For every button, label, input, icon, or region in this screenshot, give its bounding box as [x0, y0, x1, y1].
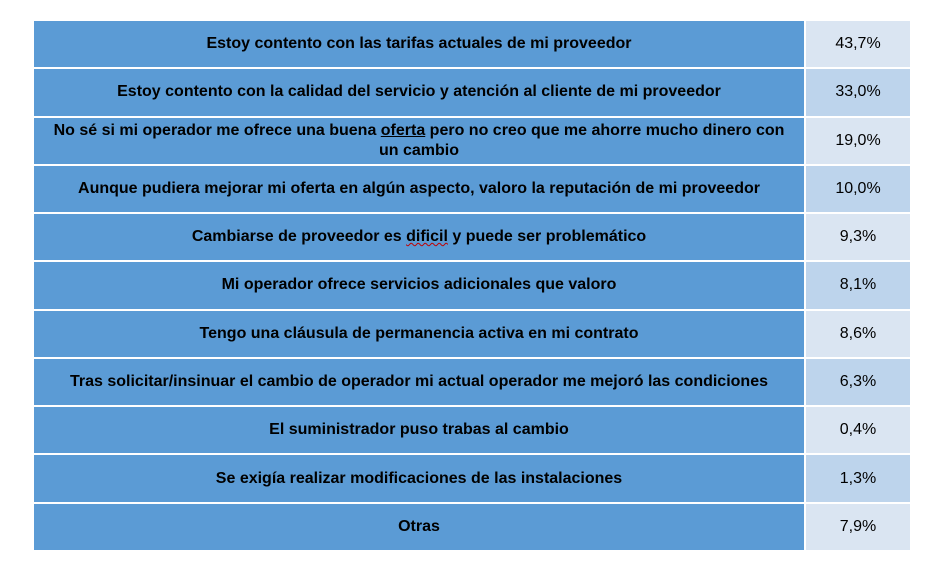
reason-label-part: pero no creo que me ahorre mucho dinero con un cambio — [378, 121, 785, 159]
reason-percentage: 33,0% — [804, 68, 910, 116]
reason-label — [34, 213, 804, 261]
spellcheck-marked-word: dificil — [406, 228, 448, 246]
reason-label: El suministrador puso trabas al cambio — [34, 406, 804, 454]
reason-percentage: 8,6% — [804, 310, 910, 358]
reason-percentage: 0,4% — [804, 406, 910, 454]
reason-percentage: 6,3% — [804, 358, 910, 406]
reason-label-part: Cambiarse de proveedor es — [191, 228, 407, 246]
reasons-table — [34, 20, 910, 551]
underlined-word: oferta — [380, 121, 426, 139]
reason-label: Estoy contento con la calidad del servicio y atención al cliente de mi proveedor — [34, 68, 804, 116]
reason-label: Estoy contento con las tarifas actuales de mi proveedor — [34, 20, 804, 68]
reason-label: Otras — [34, 503, 804, 551]
reason-label-part: No sé si mi operador me ofrece una buena — [53, 121, 381, 139]
reason-percentage: 10,0% — [804, 165, 910, 213]
reason-percentage: 43,7% — [804, 20, 910, 68]
reason-percentage: 9,3% — [804, 213, 910, 261]
reason-label: Tras solicitar/insinuar el cambio de operador mi actual operador me mejoró las condiciones — [34, 358, 804, 406]
reason-percentage: 8,1% — [804, 261, 910, 309]
reason-label-part: y puede ser problemático — [447, 228, 647, 246]
reason-label: Se exigía realizar modificaciones de las instalaciones — [34, 454, 804, 502]
reason-label: Aunque pudiera mejorar mi oferta en algún aspecto, valoro la reputación de mi proveedor — [34, 165, 804, 213]
reason-percentage: 1,3% — [804, 454, 910, 502]
reason-label: Tengo una cláusula de permanencia activa en mi contrato — [34, 310, 804, 358]
reason-label — [34, 117, 804, 165]
reason-percentage: 7,9% — [804, 503, 910, 551]
reason-percentage: 19,0% — [804, 117, 910, 165]
reason-label: Mi operador ofrece servicios adicionales que valoro — [34, 261, 804, 309]
